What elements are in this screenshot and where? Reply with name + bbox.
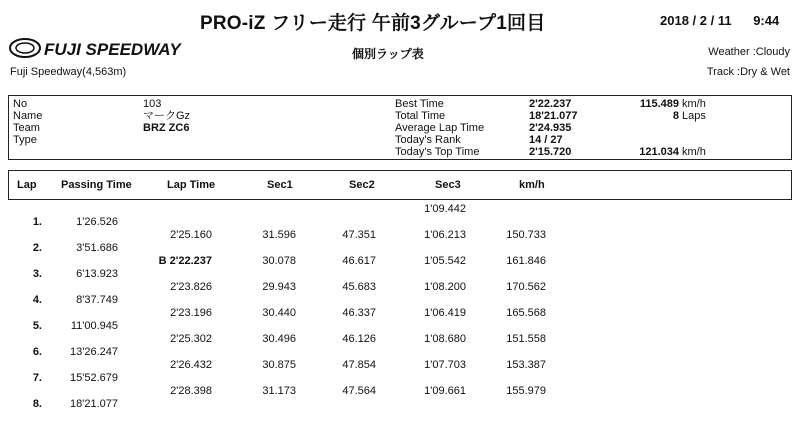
sec1-time: 29.943 [262,281,296,293]
sec1-time: 31.173 [262,385,296,397]
car-number: 103 [143,98,162,110]
speed-value: 150.733 [506,229,546,241]
lap-number: 3. [32,268,42,280]
best-time-value: 2'22.237 [529,98,572,110]
passing-time: 6'13.923 [76,268,118,280]
report-subtitle: 個別ラップ表 [352,47,424,61]
todays-top-unit: km/h [682,146,706,158]
lap-number: 7. [32,372,42,384]
sec2-time: 47.351 [342,229,376,241]
col-passing-time: Passing Time [61,179,132,191]
todays-top-label: Today's Top Time [395,146,480,158]
name-label: Name [13,110,43,122]
lap-number: 1. [32,216,42,228]
lap-table-header [8,170,792,200]
sec3-time: 1'06.213 [424,229,466,241]
average-lap-label: Average Lap Time [395,122,485,134]
out-lap-sec3: 1'09.442 [424,203,466,215]
report-title: PRO-iZ フリー走行 午前3グループ1回目 [200,13,546,34]
report-time: 9:44 [753,13,780,28]
lap-number: 2. [32,242,42,254]
passing-time: 1'26.526 [76,216,118,228]
sec2-time: 47.854 [342,359,376,371]
col-lap: Lap [17,179,37,191]
sec3-time: 1'08.200 [424,281,466,293]
sec2-time: 46.337 [342,307,376,319]
sec2-time: 47.564 [342,385,376,397]
type-label: Type [13,134,37,146]
logo-text: FUJI SPEEDWAY [44,40,181,59]
laps-count: 8 [672,110,679,122]
sec1-time: 30.440 [262,307,296,319]
lap-number: 5. [32,320,42,332]
sec1-time: 30.496 [262,333,296,345]
col-kmh: km/h [519,179,545,191]
weather-label: Weather :Cloudy [708,46,790,58]
todays-rank-label: Today's Rank [395,134,461,146]
lap-number: 8. [32,398,42,410]
passing-time: 3'51.686 [76,242,118,254]
col-sec1: Sec1 [267,179,293,191]
sec2-time: 46.617 [342,255,376,267]
best-speed-unit: km/h [682,98,706,110]
best-lap-time: B 2'22.237 [158,255,212,267]
lap-time: 2'23.196 [170,307,212,319]
no-label: No [13,98,28,110]
passing-time: 11'00.945 [70,320,118,332]
todays-top-value: 2'15.720 [529,146,572,158]
speed-value: 151.558 [506,333,546,345]
total-time-label: Total Time [395,110,446,122]
average-lap-value: 2'24.935 [529,122,572,134]
passing-time: 8'37.749 [76,294,118,306]
speed-value: 155.979 [506,385,546,397]
sec2-time: 46.126 [342,333,376,345]
best-speed-value: 115.489 [639,98,679,110]
laps-unit: Laps [682,110,706,122]
lap-number: 4. [32,294,42,306]
sec3-time: 1'09.661 [424,385,466,397]
speed-value: 165.568 [506,307,546,319]
team-name: BRZ ZC6 [143,122,190,134]
report-date: 2018 / 2 / 11 [660,13,732,28]
driver-info-box [8,95,792,160]
todays-top-speed: 121.034 [639,146,679,158]
venue-label: Fuji Speedway(4,563m) [10,66,127,78]
track-label: Track :Dry & Wet [706,66,790,78]
sec1-time: 31.596 [262,229,296,241]
sec2-time: 45.683 [342,281,376,293]
speed-value: 161.846 [506,255,546,267]
sec3-time: 1'08.680 [424,333,466,345]
sec3-time: 1'05.542 [424,255,466,267]
driver-name: マークGz [143,110,191,122]
col-lap-time: Lap Time [167,179,216,191]
sec3-time: 1'07.703 [424,359,466,371]
passing-time: 13'26.247 [70,346,118,358]
sec3-time: 1'06.419 [424,307,466,319]
sec1-time: 30.078 [262,255,296,267]
todays-rank-value: 14 / 27 [529,134,563,146]
col-sec2: Sec2 [349,179,375,191]
sec1-time: 30.875 [262,359,296,371]
best-time-label: Best Time [395,98,444,110]
col-sec3: Sec3 [435,179,461,191]
lap-time: 2'28.398 [170,385,212,397]
passing-time: 15'52.679 [70,372,118,384]
team-label: Team [13,122,40,134]
lap-number: 6. [32,346,42,358]
total-time-value: 18'21.077 [529,110,578,122]
lap-time: 2'25.160 [170,229,212,241]
lap-time: 2'25.302 [170,333,212,345]
lap-time: 2'23.826 [170,281,212,293]
report-datetime [660,13,779,28]
lap-time: 2'26.432 [170,359,212,371]
passing-time: 18'21.077 [70,398,118,410]
fuji-speedway-logo [8,34,218,64]
speed-value: 153.387 [506,359,546,371]
speed-value: 170.562 [506,281,546,293]
